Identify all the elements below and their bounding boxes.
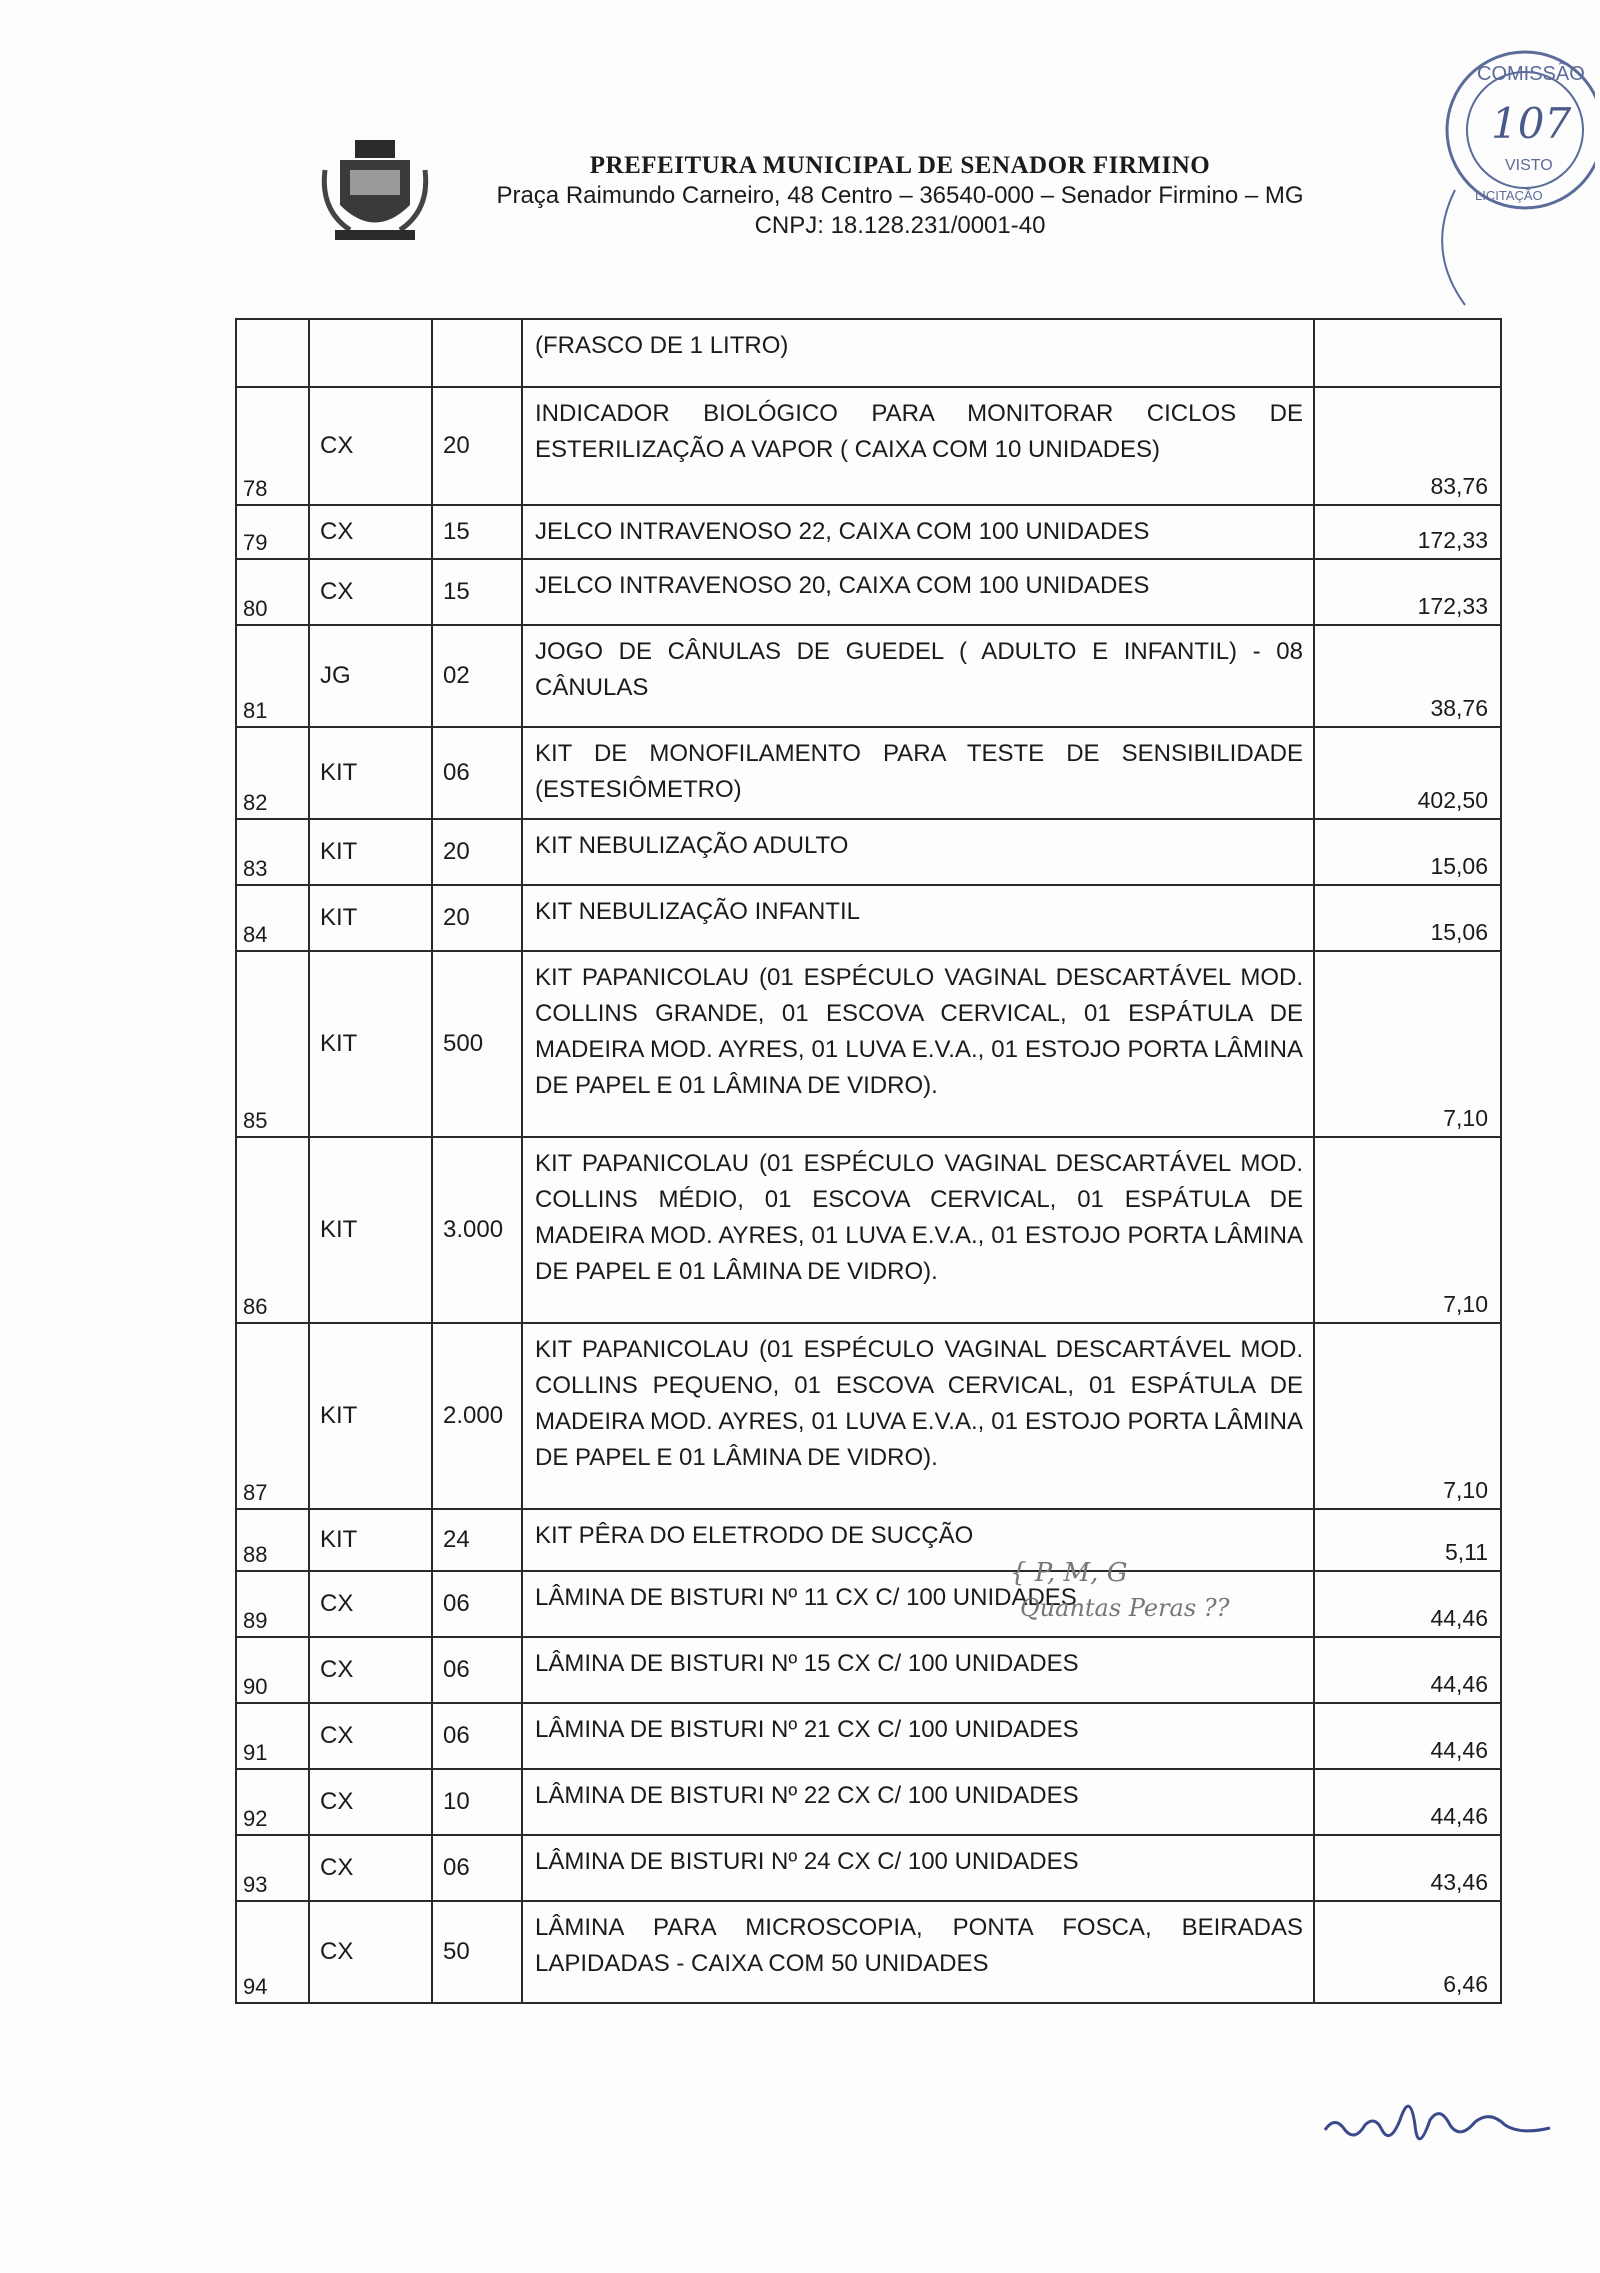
item-number-cell bbox=[236, 819, 309, 885]
item-number: 87 bbox=[243, 1480, 268, 1505]
item-number: 89 bbox=[243, 1608, 268, 1633]
item-number-cell bbox=[236, 951, 309, 1137]
items-table-body bbox=[236, 319, 1501, 2003]
item-number: 91 bbox=[243, 1740, 268, 1765]
item-price: 44,46 bbox=[1430, 1605, 1488, 1631]
item-price: 38,76 bbox=[1430, 695, 1488, 721]
table-row bbox=[236, 951, 1501, 1137]
item-price-cell bbox=[1314, 559, 1501, 625]
item-price: 44,46 bbox=[1430, 1671, 1488, 1697]
item-unit-cell: KIT bbox=[309, 885, 432, 951]
cnpj-line: CNPJ: 18.128.231/0001-40 bbox=[754, 212, 1046, 239]
prefeitura-title: PREFEITURA MUNICIPAL DE SENADOR FIRMINO bbox=[589, 152, 1211, 179]
item-number-cell bbox=[236, 319, 309, 387]
item-number: 79 bbox=[243, 530, 268, 555]
stamp-visto: VISTO bbox=[1505, 157, 1553, 174]
item-price: 402,50 bbox=[1417, 787, 1488, 813]
item-number-cell bbox=[236, 1323, 309, 1509]
item-description-cell: KIT PAPANICOLAU (01 ESPÉCULO VAGINAL DESCARTÁVEL MOD. COLLINS MÉDIO, 01 ESCOVA CERVICAL, 01 ESPÁTULA DE MADEIRA MOD. AYRES, 01 LUVA E.V.A., 01 ESTOJO PORTA LÂMINA DE PAPEL E 01 LÂMINA DE VIDRO). bbox=[522, 1137, 1314, 1323]
item-number-cell bbox=[236, 505, 309, 559]
item-price: 6,46 bbox=[1443, 1971, 1488, 1997]
item-description-cell: INDICADOR BIOLÓGICO PARA MONITORAR CICLOS DE ESTERILIZAÇÃO A VAPOR ( CAIXA COM 10 UNIDADES) bbox=[522, 387, 1314, 505]
item-description-cell: LÂMINA DE BISTURI Nº 21 CX C/ 100 UNIDADES bbox=[522, 1703, 1314, 1769]
item-price-cell bbox=[1314, 1901, 1501, 2003]
item-price: 44,46 bbox=[1430, 1737, 1488, 1763]
item-number: 93 bbox=[243, 1872, 268, 1897]
item-description-cell: JELCO INTRAVENOSO 22, CAIXA COM 100 UNIDADES bbox=[522, 505, 1314, 559]
item-quantity-cell: 50 bbox=[432, 1901, 522, 2003]
item-quantity-cell: 06 bbox=[432, 1835, 522, 1901]
item-number-cell bbox=[236, 1137, 309, 1323]
item-description-cell: LÂMINA PARA MICROSCOPIA, PONTA FOSCA, BEIRADAS LAPIDADAS - CAIXA COM 50 UNIDADES bbox=[522, 1901, 1314, 2003]
item-unit-cell: CX bbox=[309, 1637, 432, 1703]
item-price-cell bbox=[1314, 819, 1501, 885]
item-quantity-cell: 20 bbox=[432, 885, 522, 951]
item-number: 94 bbox=[243, 1974, 268, 1999]
commission-stamp-icon bbox=[1425, 20, 1595, 310]
municipal-crest-icon bbox=[320, 130, 430, 250]
item-number-cell bbox=[236, 387, 309, 505]
item-price-cell bbox=[1314, 1835, 1501, 1901]
item-quantity-cell: 15 bbox=[432, 559, 522, 625]
item-price: 15,06 bbox=[1430, 853, 1488, 879]
item-number-cell bbox=[236, 1637, 309, 1703]
item-number-cell bbox=[236, 1703, 309, 1769]
item-number-cell bbox=[236, 885, 309, 951]
item-price-cell bbox=[1314, 1571, 1501, 1637]
letterhead-text bbox=[450, 152, 1350, 240]
signature-icon bbox=[1320, 2080, 1560, 2160]
item-unit-cell: CX bbox=[309, 1835, 432, 1901]
handwritten-note: { P, M, G bbox=[1010, 1558, 1128, 1588]
item-number: 90 bbox=[243, 1674, 268, 1699]
item-description-cell: LÂMINA DE BISTURI Nº 11 CX C/ 100 UNIDADES bbox=[522, 1571, 1314, 1637]
item-description-cell: KIT NEBULIZAÇÃO ADULTO bbox=[522, 819, 1314, 885]
item-unit-cell: KIT bbox=[309, 727, 432, 819]
table-row bbox=[236, 559, 1501, 625]
item-quantity-cell: 3.000 bbox=[432, 1137, 522, 1323]
table-row bbox=[236, 727, 1501, 819]
item-price-cell bbox=[1314, 727, 1501, 819]
item-quantity-cell: 10 bbox=[432, 1769, 522, 1835]
item-price-cell bbox=[1314, 505, 1501, 559]
table-row bbox=[236, 819, 1501, 885]
item-unit-cell: CX bbox=[309, 1571, 432, 1637]
table-row bbox=[236, 1835, 1501, 1901]
item-number-cell bbox=[236, 625, 309, 727]
table-row bbox=[236, 1571, 1501, 1637]
item-number: 80 bbox=[243, 596, 268, 621]
item-unit-cell: CX bbox=[309, 505, 432, 559]
item-price-cell bbox=[1314, 951, 1501, 1137]
item-number: 88 bbox=[243, 1542, 268, 1567]
item-price-cell bbox=[1314, 387, 1501, 505]
item-number: 83 bbox=[243, 856, 268, 881]
item-price-cell bbox=[1314, 1703, 1501, 1769]
item-description-cell: (FRASCO DE 1 LITRO) bbox=[522, 319, 1314, 387]
item-quantity-cell: 20 bbox=[432, 819, 522, 885]
item-price: 83,76 bbox=[1430, 473, 1488, 499]
item-unit-cell: KIT bbox=[309, 1509, 432, 1571]
table-row bbox=[236, 1137, 1501, 1323]
item-quantity-cell: 15 bbox=[432, 505, 522, 559]
table-row bbox=[236, 1769, 1501, 1835]
item-price: 172,33 bbox=[1417, 527, 1488, 553]
stamp-licitacao: LICITAÇÃO bbox=[1475, 188, 1543, 203]
table-row bbox=[236, 1509, 1501, 1571]
item-price-cell bbox=[1314, 1637, 1501, 1703]
item-unit-cell: KIT bbox=[309, 1323, 432, 1509]
item-number-cell bbox=[236, 559, 309, 625]
item-quantity-cell: 02 bbox=[432, 625, 522, 727]
item-price-cell bbox=[1314, 625, 1501, 727]
table-row bbox=[236, 885, 1501, 951]
address-line: Praça Raimundo Carneiro, 48 Centro – 36540-000 – Senador Firmino – MG bbox=[496, 182, 1304, 209]
item-quantity-cell: 20 bbox=[432, 387, 522, 505]
item-description-cell: KIT PÊRA DO ELETRODO DE SUCÇÃO bbox=[522, 1509, 1314, 1571]
item-price: 5,11 bbox=[1444, 1539, 1488, 1565]
item-number-cell bbox=[236, 1769, 309, 1835]
item-number: 84 bbox=[243, 922, 268, 947]
item-number-cell bbox=[236, 1835, 309, 1901]
item-description-cell: LÂMINA DE BISTURI Nº 15 CX C/ 100 UNIDADES bbox=[522, 1637, 1314, 1703]
table-row bbox=[236, 319, 1501, 387]
item-description-cell: LÂMINA DE BISTURI Nº 22 CX C/ 100 UNIDADES bbox=[522, 1769, 1314, 1835]
item-number: 92 bbox=[243, 1806, 268, 1831]
item-unit-cell: CX bbox=[309, 387, 432, 505]
item-number: 85 bbox=[243, 1108, 268, 1133]
item-unit-cell: CX bbox=[309, 1769, 432, 1835]
table-row bbox=[236, 1323, 1501, 1509]
letterhead bbox=[320, 120, 1460, 250]
item-unit-cell: CX bbox=[309, 559, 432, 625]
item-price-cell bbox=[1314, 319, 1501, 387]
table-row bbox=[236, 387, 1501, 505]
item-number-cell bbox=[236, 1571, 309, 1637]
item-unit-cell: JG bbox=[309, 625, 432, 727]
item-description-cell: KIT PAPANICOLAU (01 ESPÉCULO VAGINAL DESCARTÁVEL MOD. COLLINS GRANDE, 01 ESCOVA CERVICAL, 01 ESPÁTULA DE MADEIRA MOD. AYRES, 01 LUVA E.V.A., 01 ESTOJO PORTA LÂMINA DE PAPEL E 01 LÂMINA DE VIDRO). bbox=[522, 951, 1314, 1137]
item-unit-cell: KIT bbox=[309, 951, 432, 1137]
stamp-label: COMISSÃO bbox=[1477, 63, 1585, 85]
item-unit-cell: KIT bbox=[309, 819, 432, 885]
item-quantity-cell: 06 bbox=[432, 1637, 522, 1703]
item-description-cell: KIT DE MONOFILAMENTO PARA TESTE DE SENSIBILIDADE (ESTESIÔMETRO) bbox=[522, 727, 1314, 819]
items-table bbox=[235, 318, 1502, 2004]
item-price: 43,46 bbox=[1430, 1869, 1488, 1895]
item-description-cell: LÂMINA DE BISTURI Nº 24 CX C/ 100 UNIDADES bbox=[522, 1835, 1314, 1901]
item-number-cell bbox=[236, 1509, 309, 1571]
item-unit-cell: KIT bbox=[309, 1137, 432, 1323]
handwritten-note-question: Quantas Peras ?? bbox=[1020, 1594, 1230, 1622]
item-price-cell bbox=[1314, 1509, 1501, 1571]
item-price-cell bbox=[1314, 1323, 1501, 1509]
item-price: 15,06 bbox=[1430, 919, 1488, 945]
item-quantity-cell: 24 bbox=[432, 1509, 522, 1571]
item-quantity-cell: 500 bbox=[432, 951, 522, 1137]
item-quantity-cell bbox=[432, 319, 522, 387]
item-price: 7,10 bbox=[1443, 1105, 1488, 1131]
item-description-cell: JOGO DE CÂNULAS DE GUEDEL ( ADULTO E INFANTIL) - 08 CÂNULAS bbox=[522, 625, 1314, 727]
item-price: 44,46 bbox=[1430, 1803, 1488, 1829]
item-price-cell bbox=[1314, 1769, 1501, 1835]
item-price: 7,10 bbox=[1443, 1291, 1488, 1317]
item-unit-cell bbox=[309, 319, 432, 387]
stamp-number: 107 bbox=[1491, 99, 1572, 148]
table-row bbox=[236, 625, 1501, 727]
item-price-cell bbox=[1314, 1137, 1501, 1323]
item-price-cell bbox=[1314, 885, 1501, 951]
table-row bbox=[236, 1901, 1501, 2003]
item-description-cell: JELCO INTRAVENOSO 20, CAIXA COM 100 UNIDADES bbox=[522, 559, 1314, 625]
item-unit-cell: CX bbox=[309, 1703, 432, 1769]
item-description-cell: KIT NEBULIZAÇÃO INFANTIL bbox=[522, 885, 1314, 951]
item-number-cell bbox=[236, 727, 309, 819]
item-number: 86 bbox=[243, 1294, 268, 1319]
item-unit-cell: CX bbox=[309, 1901, 432, 2003]
table-row bbox=[236, 1703, 1501, 1769]
item-number: 78 bbox=[243, 476, 268, 501]
item-number-cell bbox=[236, 1901, 309, 2003]
table-row bbox=[236, 1637, 1501, 1703]
table-row bbox=[236, 505, 1501, 559]
item-number: 82 bbox=[243, 790, 268, 815]
item-quantity-cell: 06 bbox=[432, 727, 522, 819]
item-quantity-cell: 06 bbox=[432, 1571, 522, 1637]
item-quantity-cell: 2.000 bbox=[432, 1323, 522, 1509]
item-quantity-cell: 06 bbox=[432, 1703, 522, 1769]
item-price: 172,33 bbox=[1417, 593, 1488, 619]
item-price: 7,10 bbox=[1443, 1477, 1488, 1503]
item-number: 81 bbox=[243, 698, 268, 723]
item-description-cell: KIT PAPANICOLAU (01 ESPÉCULO VAGINAL DESCARTÁVEL MOD. COLLINS PEQUENO, 01 ESCOVA CERVICAL, 01 ESPÁTULA DE MADEIRA MOD. AYRES, 01 LUVA E.V.A., 01 ESTOJO PORTA LÂMINA DE PAPEL E 01 LÂMINA DE VIDRO). bbox=[522, 1323, 1314, 1509]
